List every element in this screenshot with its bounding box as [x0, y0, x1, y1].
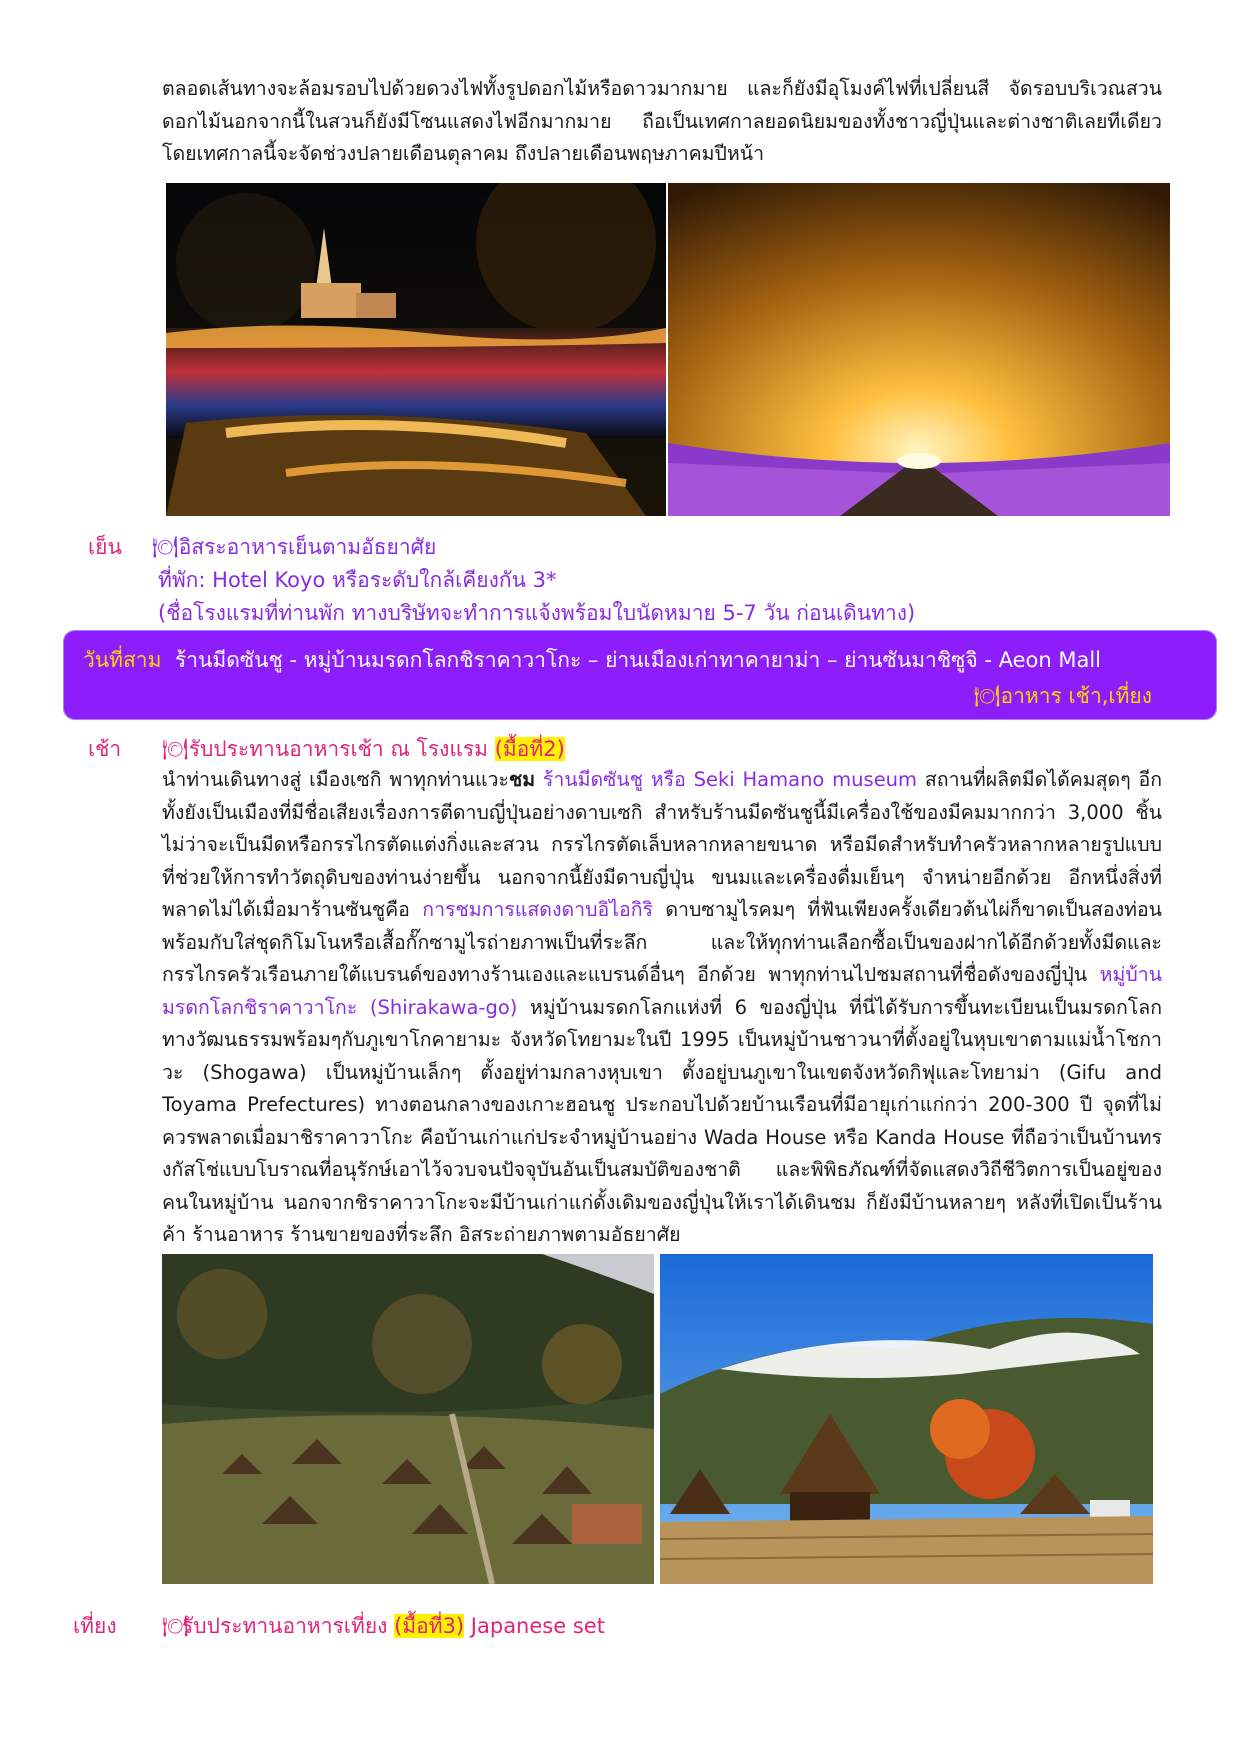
- meal-plate-icon: 🍽: [973, 684, 1001, 708]
- day-number: วันที่สาม: [83, 648, 162, 672]
- hotel-note: (ชื่อโรงแรมที่ท่านพัก ทางบริษัทจะทำการแจ้งพร้อมใบนัดหมาย 5-7 วัน ก่อนเดินทาง): [158, 601, 916, 625]
- meal-plate-icon: 🍽: [162, 1614, 189, 1638]
- photo-light-tunnel: [668, 183, 1170, 516]
- photo-shirakawa-houses: [660, 1254, 1153, 1584]
- morning-label: เช้า: [88, 737, 122, 761]
- sanshu-knife-shop-link: ร้านมีดซันชู หรือ Seki Hamano museum: [535, 768, 918, 791]
- iaigiri-show-link: การชมการแสดงดาบอิไอกิริ: [422, 898, 653, 921]
- hotel-info: ที่พัก: Hotel Koyo หรือระดับใกล้เคียงกัน 3*: [158, 568, 557, 592]
- day-meals-text: อาหาร เช้า,เที่ยง: [1000, 684, 1152, 708]
- intro-paragraph: ตลอดเส้นทางจะล้อมรอบไปด้วยดวงไฟทั้งรูปดอกไม้หรือดาวมากมาย และก็ยังมีอุโมงค์ไฟที่เปลี่ยนสี จัดรอบบริเวณสวนดอกไม้นอกจากนี้ในสวนก็ยังมีโซนแสดงไฟอีกมากมาย ถือเป็นเทศกาลยอดนิยมของทั้งชาวญี่ปุ่นและต่างชาติเลยทีเดียว โดยเทศกาลนี้จะจัดช่วงปลายเดือนตุลาคม ถึงปลายเดือนพฤษภาคมปีหน้า: [162, 77, 1162, 165]
- p1-text-2: สถานที่ผลิตมีดได้คมสุดๆ อีกทั้งยังเป็นเมืองที่มีชื่อเสียงเรื่องการตีดาบญี่ปุ่นอย่างดาบเซกิ สำหรับร้านมีดซันชูนี้มีเครื่องใช้ของมีคมมากกว่า 3,000 ชิ้น ไม่ว่าจะเป็นมีดหรือกรรไกรตัดแต่งกิ่งและสวน กรรไกรตัดเล็บหลากหลายขนาด หรือมีดสำหรับทำครัวหลากหลายรูปแบบที่ช่วยให้การทำวัตถุดิบของท่านง่ายขึ้น นอกจากนี้ยังมีดาบญี่ปุ่น ขนมและเครื่องดื่มเย็นๆ จำหน่ายอีกด้วย อีกหนึ่งสิ่งที่พลาดไม่ได้เมื่อมาร้านซันชูคือ: [162, 768, 1162, 921]
- day-route: ร้านมีดซันชู - หมู่บ้านมรดกโลกชิราคาวาโกะ – ย่านเมืองเก่าทาคายาม่า – ย่านซันมาชิซูจิ - Aeon Mall: [175, 648, 1101, 672]
- noon-label: เที่ยง: [73, 1614, 117, 1638]
- day-three-banner: [63, 630, 1217, 720]
- day-meals: [974, 680, 1152, 713]
- evening-meal: [152, 531, 436, 564]
- p1-text-4: หมู่บ้านมรดกโลกแห่งที่ 6 ของญี่ปุ่น ที่นี่ได้รับการขึ้นทะเบียนเป็นมรดกโลกทางวัฒนธรรมพร้อมๆกับภูเขาโกคายามะ จังหวัดโทยามะในปี 1995 เป็นหมู่บ้านชาวนาที่ตั้งอยู่ในหุบเขาตามแม่น้ำโชกาวะ (Shogawa) เป็นหมู่บ้านเล็กๆ ตั้งอยู่ท่ามกลางหุบเขา ตั้งอยู่บนภูเขาในเขตจังหวัดกิฟุและโทยาม่า (Gifu and Toyama Prefectures) ทางตอนกลางของเกาะฮอนชู ประกอบไปด้วยบ้านเรือนที่มีอายุเก่าแก่กว่า 200-300 ปี จุดที่ไม่ควรพลาดเมื่อมาชิราคาวาโกะ คือบ้านเก่าแก่ประจำหมู่บ้านอย่าง Wada House หรือ Kanda House ที่ถือว่าเป็นบ้านทรงกัสโช่แบบโบราณที่อนุรักษ์เอาไว้จวบจนปัจจุบันอันเป็นสมบัติของชาติ และพิพิธภัณฑ์ที่จัดแสดงวิถีชีวิตการเป็นอยู่ของคนในหมู่บ้าน นอกจากชิราคาวาโกะจะมีบ้านเก่าแก่ดั้งเดิมของญี่ปุ่นให้เราได้เดินชม ก็ยังมีบ้านหลายๆ หลังที่เปิดเป็นร้านค้า ร้านอาหาร ร้านขายของที่ระลึก อิสระถ่ายภาพตามอัธยาศัย: [162, 995, 1163, 1246]
- noon-meal: [162, 1610, 605, 1643]
- meal-count-badge: (มื้อที่3): [394, 1614, 465, 1638]
- evening-label: เย็น: [88, 535, 122, 559]
- shirakawa-paragraph: [162, 764, 1162, 1252]
- meal-plate-icon: 🍽: [162, 737, 189, 761]
- morning-meal-text: รับประทานอาหารเช้า ณ โรงแรม: [188, 737, 489, 761]
- p1-text-3: ดาบซามูไรคมๆ ที่ฟันเพียงครั้งเดียวต้นไผ่ก็ขาดเป็นสองท่อน พร้อมกับใส่ชุดกิโมโนหรือเสื้อกั๊กซามูไรถ่ายภาพเป็นที่ระลึก และให้ทุกท่านเลือกซื้อเป็นของฝากได้อีกด้วยทั้งมีดและกรรไกรครัวเรือนภายใต้แบรนด์ของทางร้านเองและแบรนด์อื่นๆ อีกด้วย พาทุกท่านไปชมสถานที่ชื่อดังของญี่ปุ่น: [162, 898, 1162, 986]
- meal-count-badge: (มื้อที่2): [494, 737, 565, 761]
- p1-bold: ชม: [508, 768, 536, 791]
- p1-text: นำท่านเดินทางสู่ เมืองเซกิ พาทุกท่านแวะ: [162, 768, 509, 791]
- meal-plate-icon: 🍽: [152, 535, 179, 559]
- photo-illuminated-lake: [166, 183, 666, 516]
- noon-meal-suffix: Japanese set: [464, 1614, 605, 1638]
- photo-shirakawa-aerial: [162, 1254, 654, 1584]
- shirakawa-go-link: หมู่บ้านมรดกโลกชิราคาวาโกะ (Shirakawa-go): [162, 963, 1162, 1019]
- morning-meal: [162, 733, 565, 766]
- evening-meal-text: อิสระอาหารเย็นตามอัธยาศัย: [178, 535, 437, 559]
- noon-meal-text: รับประทานอาหารเที่ยง: [182, 1614, 388, 1638]
